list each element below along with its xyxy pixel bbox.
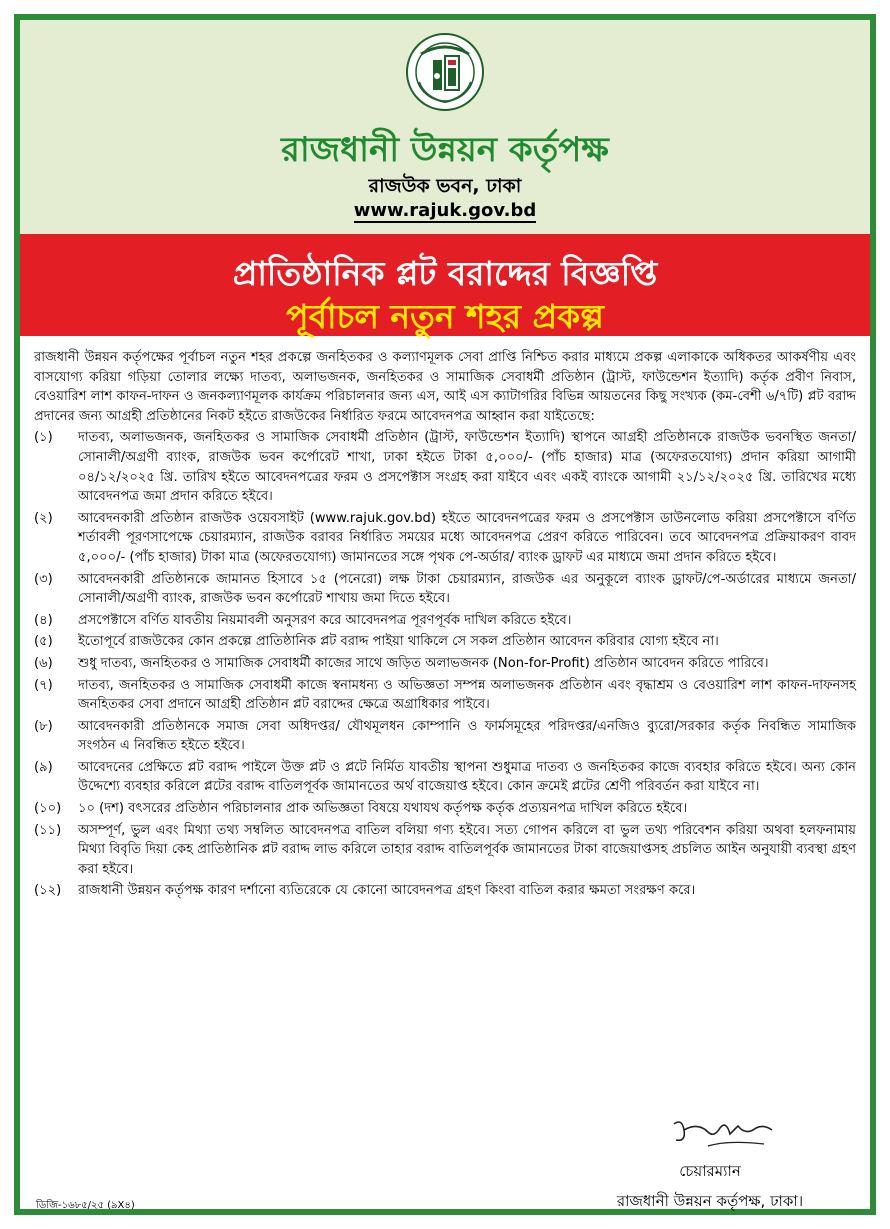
item-text: আবেদনকারী প্রতিষ্ঠান রাজউক ওয়েবসাইট (www.rajuk.gov.bd) হইতে আবেদনপত্রের ফরম ও প্রসপেক্টাস ডাউনলোড করিয়া প্রসপেক্টাসে বর্ণিত শর্তাবলী পূরণসাপেক্ষে চেয়ারম্যান, রাজউক বরাবর নির্ধারিত সময়ের মধ্যে আবেদনপত্র প্রেরণ করিতে পারিবেন। তবে আবেদনপত্র প্রক্রিয়াকরণ বাবদ ৫,০০০/- (পাঁচ হাজার) টাকা মাত্র (অফেরতযোগ্য) জামানতের সঙ্গে পৃথক পে-অর্ডার/ ব্যাংক ড্রাফট এর মাধ্যমে জমা প্রদান করিতে হইবে। (78, 510, 856, 565)
item-number: (৬) (34, 655, 53, 671)
list-item (34, 676, 856, 715)
list-item (34, 654, 856, 674)
item-number: (১২) (34, 883, 62, 899)
notice-frame (14, 14, 876, 1215)
item-number: (১) (34, 430, 53, 446)
organization-address: রাজউক ভবন, ঢাকা (368, 175, 522, 197)
list-item (34, 821, 856, 880)
list-item (34, 799, 856, 819)
list-item (34, 611, 856, 631)
intro-paragraph: রাজধানী উন্নয়ন কর্তৃপক্ষের পূর্বাচল নতুন শহর প্রকল্পে জনহিতকর ও কল্যাণমূলক সেবা প্রাপ্তি নিশ্চিত করার মাধ্যমে প্রকল্প এলাকাকে অধিকতর আকর্ষণীয় এবং বাসযোগ্য করিয়া গড়িয়া তোলার লক্ষ্যে দাতব্য, অলাভজনক, জনহিতকর ও সামাজিক সেবাধর্মী প্রতিষ্ঠান (ট্রাস্ট, ফাউন্ডেশন ইত্যাদি) কর্তৃক প্রবীণ নিবাস, বেওয়ারিশ লাশ কাফন-দাফন ও জনকল্যাণমূলক কার্যক্রম পরিচালনার জন্য এস, আই এস ক্যাটাগরির বিভিন্ন আয়তনের কিছু সংখ্যক (কম-বেশী ৬/৭টি) প্লট বরাদ্দ প্রদানের জন্য আগ্রহী প্রতিষ্ঠানের নিকট হইতে রাজউকের নির্ধারিত ফরমে আবেদনপত্র আহ্বান করা যাইতেছে: (34, 350, 856, 424)
item-text: শুধু দাতব্য, জনহিতকর ও সামাজিক সেবাধর্মী কাজের সাথে জড়িত অলাভজনক (Non-for-Profit) প্রতিষ্ঠান আবেদন করিতে পারিবে। (78, 655, 769, 671)
item-number: (১০) (34, 801, 62, 817)
list-item (34, 570, 856, 609)
item-text: আবেদনকারী প্রতিষ্ঠানকে সমাজ সেবা অধিদপ্তর/ যৌথমূলধন কোম্পানি ও ফার্মসমূহের পরিদপ্তর/এনজিও ব্যুরো/সরকার কর্তৃক নিবন্ধিত সামাজিক সংগঠন এ নিবন্ধিত হইতে হইবে। (78, 718, 856, 754)
list-item (34, 717, 856, 756)
list-item (34, 758, 856, 797)
item-number: (৯) (34, 759, 53, 775)
rajuk-logo-icon (405, 32, 485, 112)
item-number: (২) (34, 510, 53, 526)
signatory-organization: রাজধানী উন্নয়ন কর্তৃপক্ষ, ঢাকা। (616, 1192, 804, 1210)
project-title: পূর্বাচল নতুন শহর প্রকল্প (286, 297, 604, 336)
notice-banner (20, 234, 870, 336)
notice-body (34, 348, 856, 901)
list-item (34, 881, 856, 901)
list-item (34, 632, 856, 652)
item-number: (৩) (34, 571, 53, 587)
item-text: ১০ (দশ) বৎসরের প্রতিষ্ঠান পরিচালনার প্রাক অভিজ্ঞতা বিষয়ে যথাযথ কর্তৃপক্ষ কর্তৃক প্রত্যয়নপত্র দাখিল করিতে হইবে। (78, 801, 688, 817)
item-text: দাতব্য, অলাভজনক, জনহিতকর ও সামাজিক সেবাধর্মী প্রতিষ্ঠান (ট্রাস্ট, ফাউন্ডেশন ইত্যাদি) স্থাপনে আগ্রহী প্রতিষ্ঠানকে রাজউক ভবনস্থিত জনতা/সোনালী/অগ্রণী ব্যাংক, রাজউক ভবন কর্পোরেট শাখা, ঢাকা হইতে টাকা ৫,০০০/- (পাঁচ হাজার) মাত্র (অফেরতযোগ্য) প্রদান করিয়া আগামী ০৪/১২/২০২৫ খ্রি. তারিখ হইতে আবেদনপত্রের ফরম ও প্রসপেক্টাস সংগ্রহ করা যাইবে এবং একই ব্যাংকে আগামী ২১/১২/২০২৫ খ্রি. তারিখের মধ্যে আবেদনপত্র জমা প্রদান করিতে হইবে। (78, 430, 856, 505)
reference-code: ডিজি-১৬৮৫/২৫ (৯X৪) (36, 1200, 135, 1211)
item-text: রাজধানী উন্নয়ন কর্তৃপক্ষ কারণ দর্শানো ব্যতিরেকে যে কোনো আবেদনপত্র গ্রহণ কিংবা বাতিল করার ক্ষমতা সংরক্ষণ করে। (78, 883, 696, 899)
header (20, 20, 870, 236)
signatory-title: চেয়ারম্যান (679, 1162, 741, 1180)
item-number: (৮) (34, 718, 53, 734)
item-text: আবেদনকারী প্রতিষ্ঠানকে জামানত হিসাবে ১৫ (পনেরো) লক্ষ টাকা চেয়ারম্যান, রাজউক এর অনুকূলে ব্যাংক ড্রাফট/পে-অর্ডারের মাধ্যমে জনতা/সোনালী/অগ্রণী ব্যাংক, রাজউক ভবন কর্পোরেট শাখায় জমা দিতে হইবে। (78, 571, 856, 607)
website-url-text: www.rajuk.gov.bd (353, 200, 537, 221)
item-text: আবেদনের প্রেক্ষিতে প্লট বরাদ্দ পাইলে উক্ত প্লট ও প্লটে নির্মিত যাবতীয় স্থাপনা শুধুমাত্র দাতব্য ও জনহিতকর কাজে ব্যবহার করিতে হইবে। অন্য কোন উদ্দেশ্যে ব্যবহার করিলে প্লটের বরাদ্দ বাতিলপূর্বক জামানতের অর্থ বাজেয়াপ্ত হইবে। কোন ক্রমেই প্লটের শ্রেণী পরিবর্তন করা যাইবে না। (78, 759, 856, 795)
website-url (20, 200, 870, 221)
item-number: (১১) (34, 822, 62, 838)
organization-title: রাজধানী উন্নয়ন কর্তৃপক্ষ (281, 130, 609, 170)
item-number: (৭) (34, 677, 53, 693)
item-number: (৫) (34, 634, 53, 650)
list-item (34, 509, 856, 568)
notice-title: প্রাতিষ্ঠানিক প্লট বরাদ্দের বিজ্ঞপ্তি (232, 254, 658, 293)
item-number: (৪) (34, 612, 53, 628)
list-item (34, 428, 856, 506)
item-text: দাতব্য, জনহিতকর ও সামাজিক সেবাধর্মী কাজে স্বনামধন্য ও অভিজ্ঞতা সম্পন্ন অলাভজনক প্রতিষ্ঠান এবং বৃদ্ধাশ্রম ও বেওয়ারিশ লাশ কাফন-দাফনসহ জনহিতকর সেবা প্রদানে আগ্রহী প্রতিষ্ঠান প্লট বরাদ্দের ক্ষেত্রে অগ্রাধিকার পাইবে। (78, 677, 856, 713)
item-text: প্রসপেক্টাসে বর্ণিত যাবতীয় নিয়মাবলী অনুসরণ করে আবেদনপত্র পূরণপূর্বক দাখিল করিতে হইবে। (78, 612, 572, 628)
item-text: ইতোপূর্বে রাজউকের কোন প্রকল্পে প্রাতিষ্ঠানিক প্লট বরাদ্দ পাইয়া থাকিলে সে সকল প্রতিষ্ঠান আবেদন করিবার যোগ্য হইবে না। (78, 634, 719, 650)
signature-mark-icon (668, 1116, 778, 1152)
item-text: অসম্পূর্ণ, ভুল এবং মিথ্যা তথ্য সম্বলিত আবেদনপত্র বাতিল বলিয়া গণ্য হইবে। সত্য গোপন করিলে বা ভুল তথ্য পরিবেশন করিয়া অথবা হলফনামায় মিথ্যা বিবৃতি দিয়া কেহ প্রাতিষ্ঠানিক প্লট বরাদ্দ লাভ করিলে তাহার বরাদ্দ বাতিলপূর্বক জামানতের টাকা বাজেয়াপ্তসহ প্রচলিত আইন অনুযায়ী ব্যবস্থা গ্রহণ করা হইবে। (78, 822, 856, 877)
